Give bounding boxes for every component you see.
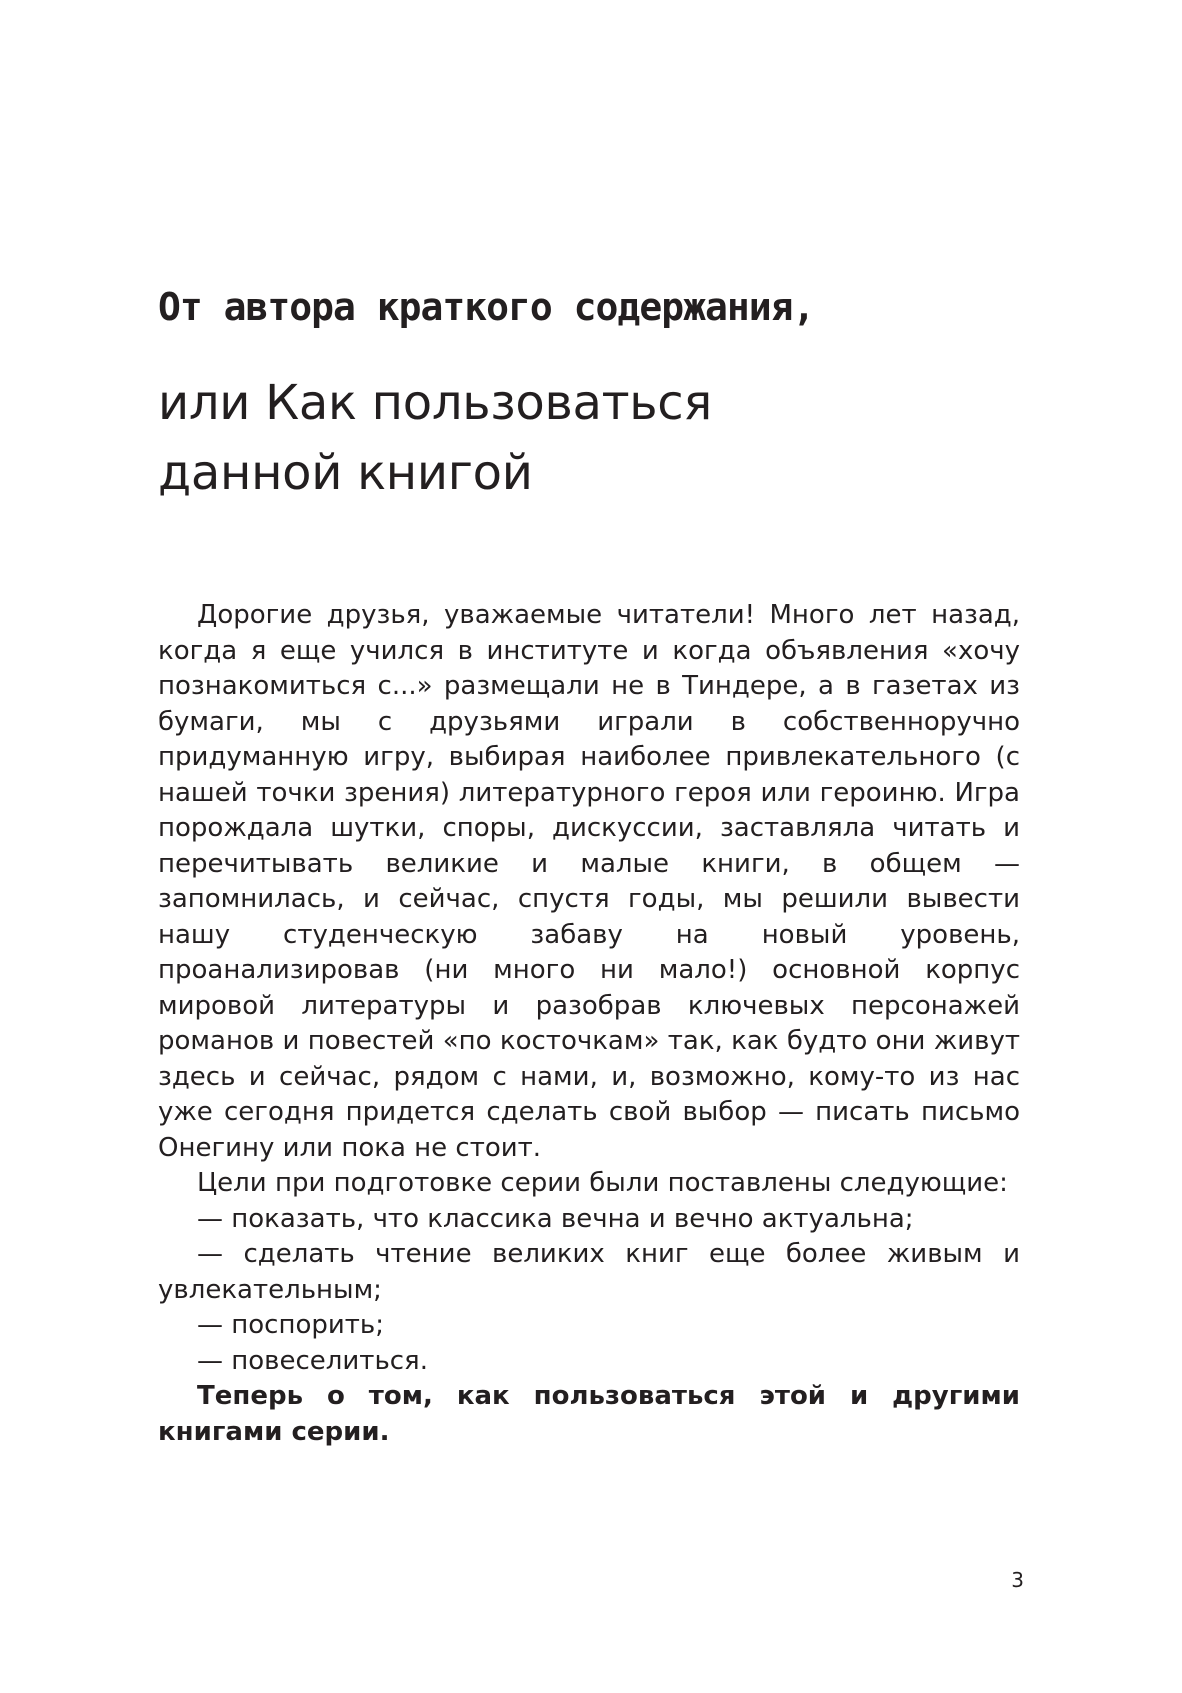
body-text (158, 598, 1020, 1450)
list-item-goal-3: — поспорить; (197, 1310, 385, 1340)
paragraph-goals: Цели при подготовке серии были поставлены следующие: (197, 1168, 1008, 1198)
chapter-title-line-1: От автора краткого содержания, (158, 285, 815, 329)
list-item-goal-1: — показать, что классика вечна и вечно актуальна; (197, 1203, 914, 1234)
paragraph-intro: Дорогие друзья, уважаемые читатели! Много лет назад, когда я еще учился в институте и когда объявления «хочу познакомиться с...» размещали не в Тиндере, а в газетах из бумаги, мы с друзьями играли в собственноручно придуманную игру, выбирая наиболее привлекательного (с нашей точки зрения) литературного героя или героиню. Игра порождала шутки, споры, дискуссии, заставляла читать и перечитывать великие и малые книги, в общем — запомнилась, и сейчас, спустя годы, мы решили вывести нашу студенческую забаву на новый уровень, проанализировав (ни много ни мало!) основной корпус мировой литературы и разобрав ключевых персонажей романов и повестей «по косточкам» так, как будто они живут здесь и сейчас, рядом с нами, и, возможно, кому-то из нас уже сегодня придется сделать свой выбор — писать письмо Онегину или пока не стоит. (158, 600, 1020, 1163)
list-item-goal-2: — сделать чтение великих книг еще более живым и увлекательным; (158, 1239, 1020, 1305)
page-number: 3 (1011, 1568, 1024, 1592)
chapter-subtitle-line-2: данной книгой (158, 445, 533, 501)
list-item-goal-4: — повеселиться. (197, 1345, 428, 1376)
paragraph-closing: Теперь о том, как пользоваться этой и другими книгами серии. (158, 1381, 1020, 1447)
chapter-subtitle (158, 368, 1058, 508)
chapter-subtitle-line-1: или Как пользоваться (158, 375, 712, 431)
